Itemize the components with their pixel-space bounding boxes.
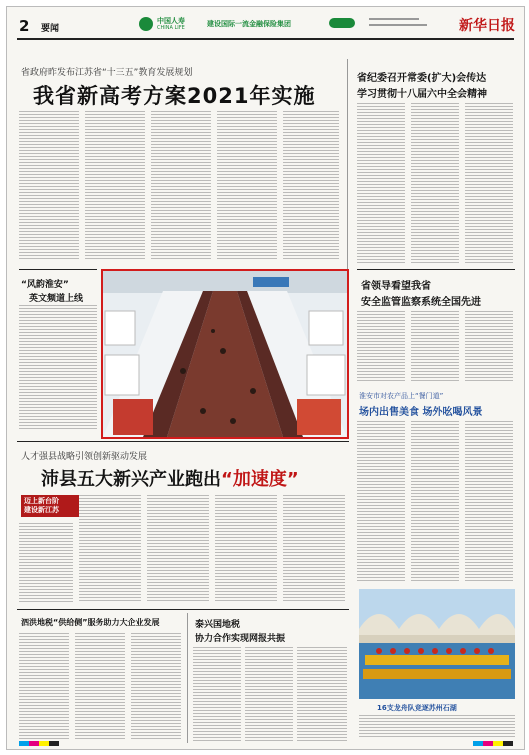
- page-number: 2: [19, 17, 30, 35]
- bottom-mid-body-col-2: [245, 647, 293, 741]
- second-body-col-2: [79, 495, 141, 603]
- right-mid-rule: [357, 269, 515, 270]
- masthead: [7, 7, 524, 41]
- second-headline-main: 沛县五大新兴产业跑出: [41, 469, 221, 490]
- second-body-col-3: [147, 495, 209, 603]
- lead-headline: 我省新高考方案2021年实施: [33, 84, 316, 108]
- right-mid-body-col-2: [411, 311, 459, 381]
- ad-logo-icon: [139, 17, 153, 31]
- right-top-headline-1: 省纪委召开常委(扩大)会传达: [357, 73, 487, 84]
- masthead-rule: [17, 38, 514, 40]
- job-fair-photo-image: [103, 271, 347, 437]
- color-registration-marks-right: [473, 741, 513, 746]
- right-mid-headline-2: 安全监管监察系统全国先进: [361, 297, 481, 308]
- dateline-line-1: [369, 18, 419, 20]
- bottom-rule: [17, 609, 349, 610]
- lead-body-col-1: [19, 111, 79, 261]
- right-mid2-body-col-2: [411, 421, 459, 581]
- ad-brand-en: CHINA LIFE: [157, 25, 185, 31]
- bottom-left-body-col-2: [75, 633, 125, 741]
- second-headline-quote: “加速度”: [221, 469, 299, 490]
- color-registration-marks-left: [19, 741, 59, 746]
- left-side-headline-2: 英文频道上线: [29, 294, 84, 304]
- second-body-col-5: [283, 495, 345, 603]
- ad-tag-icon: [329, 18, 355, 28]
- right-mid-body-col-1: [357, 311, 405, 381]
- bottom-mid-body-col-1: [193, 647, 241, 741]
- right-top-body-col-2: [411, 103, 459, 263]
- series-badge-line-2: 建设新江苏: [24, 506, 59, 514]
- bottom-left-headline: 泗洪地税“供给侧”服务助力大企业发展: [21, 618, 160, 627]
- second-body-col-4: [215, 495, 277, 603]
- dragon-boat-photo: [359, 589, 515, 699]
- series-badge-line-1: 迈上新台阶: [24, 497, 59, 505]
- newspaper-page: [6, 6, 525, 750]
- ad-brand-cn: 中国人寿: [157, 17, 185, 25]
- lead-body-col-4: [217, 111, 277, 261]
- dragon-boat-caption: 16支龙舟队竞逐苏州石湖: [377, 704, 457, 712]
- left-side-headline-1: “风韵淮安”: [21, 280, 69, 290]
- paper-name: 新华日报: [459, 18, 515, 34]
- right-mid-headline-1: 省领导看望我省: [361, 281, 431, 292]
- bottom-left-body-col-1: [19, 633, 69, 741]
- bottom-mid-body-col-3: [297, 647, 347, 741]
- second-body-col-1: [19, 523, 73, 603]
- section-label: 要闻: [41, 24, 60, 34]
- second-headline: [41, 465, 299, 491]
- dateline-line-2: [369, 24, 427, 26]
- right-mid2-body-col-3: [465, 421, 513, 581]
- second-story-rule: [17, 441, 349, 442]
- bottom-left-body-col-3: [131, 633, 181, 741]
- lead-body-col-5: [283, 111, 339, 261]
- right-mid2-headline: 场内出售美食 场外吆喝风景: [359, 407, 483, 418]
- ad-slogan: 建设国际一流金融保险集团: [207, 20, 291, 28]
- bottom-divider: [187, 613, 188, 743]
- lead-kicker: 省政府昨发布江苏省“十三五”教育发展规划: [21, 68, 193, 78]
- right-top-headline-2: 学习贯彻十八届六中全会精神: [357, 89, 487, 100]
- right-mid-body-col-3: [465, 311, 513, 381]
- right-top-body-col-3: [465, 103, 513, 263]
- lead-body-col-2: [85, 111, 145, 261]
- bottom-mid-headline-2: 协力合作实现网报共振: [195, 634, 286, 644]
- dragon-boat-photo-image: [359, 589, 515, 699]
- second-kicker: 人才强县战略引领创新驱动发展: [21, 452, 148, 462]
- dragon-boat-caption-body: [359, 715, 515, 737]
- series-badge: [21, 495, 79, 517]
- job-fair-photo: [101, 269, 349, 439]
- left-side-body: [19, 305, 97, 429]
- lead-body-col-3: [151, 111, 211, 261]
- right-top-body-col-1: [357, 103, 405, 263]
- bottom-mid-headline-1: 泰兴国地税: [195, 620, 241, 630]
- left-side-rule: [19, 269, 97, 270]
- right-mid2-kicker: 淮安市对农产品上“餐门道”: [359, 392, 444, 400]
- right-mid2-body-col-1: [357, 421, 405, 581]
